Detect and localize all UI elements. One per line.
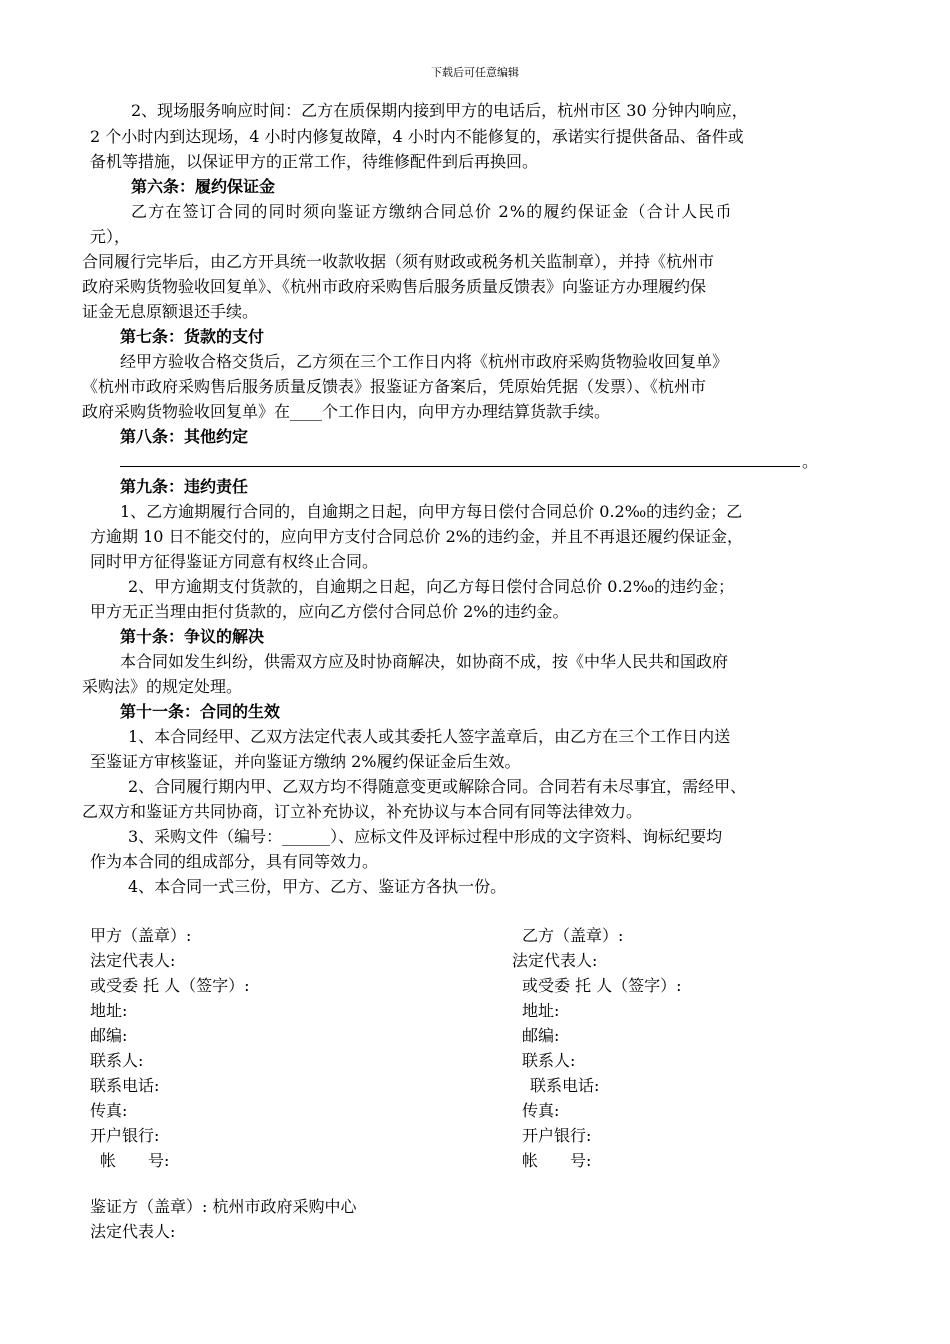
page-header: 下载后可任意编辑 <box>431 66 519 79</box>
verifier-seal: 鉴证方（盖章）: 杭州市政府采购中心 <box>90 1197 357 1216</box>
party-a-phone: 联系电话: <box>90 1076 160 1095</box>
party-a-fax: 传真: <box>90 1101 128 1120</box>
party-a-agent: 或受委 托 人（签字）: <box>90 976 250 995</box>
clause-5-item-2-line-2: 2 个小时内到达现场，4 小时内修复故障，4 小时内不能修复的，承诺实行提供备品、备件或 <box>90 127 744 146</box>
verifier-legal-rep: 法定代表人: <box>90 1222 176 1241</box>
section-9-line-2: 方逾期 10 日不能交付的，应向甲方支付合同总价 2%的违约金，并且不再退还履约保证金， <box>90 527 744 546</box>
section-11-line-1: 1、本合同经甲、乙双方法定代表人或其委托人签字盖章后，由乙方在三个工作日内送 <box>128 727 731 746</box>
blank-fill-line <box>120 466 800 467</box>
section-6-line-5: 证金无息原额退还手续。 <box>82 302 259 321</box>
section-7-line-1: 经甲方验收合格交货后，乙方须在三个工作日内将《杭州市政府采购货物验收回复单》 <box>120 352 729 371</box>
party-b-legal-rep: 法定代表人: <box>512 951 598 970</box>
section-11-line-7: 4、本合同一式三份，甲方、乙方、鉴证方各执一份。 <box>128 877 507 896</box>
party-b-contact: 联系人: <box>522 1051 576 1070</box>
section-11-line-6: 作为本合同的组成部分，具有同等效力。 <box>90 852 379 871</box>
party-a-account: 帐 号: <box>100 1151 170 1170</box>
section-6-line-2: 元）， <box>90 227 131 246</box>
section-6-line-4: 政府采购货物验收回复单》、《杭州市政府采购售后服务质量反馈表》向鉴证方办理履约保 <box>82 277 707 296</box>
section-11-line-5: 3、采购文件（编号：______）、应标文件及评标过程中形成的文字资料、询标纪要均 <box>128 827 723 846</box>
party-b-account: 帐 号: <box>522 1151 592 1170</box>
section-9-line-3: 同时甲方征得鉴证方同意有权终止合同。 <box>90 552 379 571</box>
party-a-bank: 开户银行: <box>90 1126 160 1145</box>
section-11-line-3: 2、合同履行期内甲、乙双方均不得随意变更或解除合同。合同若有未尽事宜，需经甲、 <box>128 777 747 796</box>
section-11-line-4: 乙双方和鉴证方共同协商，订立补充协议，补充协议与本合同有同等法律效力。 <box>82 802 643 821</box>
section-9-line-1: 1、乙方逾期履行合同的，自逾期之日起，向甲方每日偿付合同总价 0.2‰的违约金；乙 <box>120 502 743 521</box>
section-6-heading: 第六条：履约保证金 <box>131 177 276 196</box>
section-6-line-3: 合同履行完毕后，由乙方开具统一收款收据（须有财政或税务机关监制章），并持《杭州市 <box>82 252 715 271</box>
section-11-heading: 第十一条：合同的生效 <box>120 702 281 721</box>
party-a-contact: 联系人: <box>90 1051 144 1070</box>
section-11-line-2: 至鉴证方审核鉴证，并向鉴证方缴纳 2%履约保证金后生效。 <box>90 752 521 771</box>
party-a-postcode: 邮编: <box>90 1026 128 1045</box>
party-b-address: 地址: <box>522 1001 560 1020</box>
party-b-agent: 或受委 托 人（签字）: <box>522 976 682 995</box>
section-9-line-5: 甲方无正当理由拒付货款的，应向乙方偿付合同总价 2%的违约金。 <box>90 602 569 621</box>
section-9-line-4: 2、甲方逾期支付货款的，自逾期之日起，向乙方每日偿付合同总价 0.2‰的违约金； <box>128 577 735 596</box>
clause-5-item-2-line-1: 2、现场服务响应时间：乙方在质保期内接到甲方的电话后，杭州市区 30 分钟内响应， <box>131 101 748 120</box>
section-7-line-2: 《杭州市政府采购售后服务质量反馈表》报鉴证方备案后，凭原始凭据（发票）、《杭州市 <box>82 377 707 396</box>
party-b-fax: 传真: <box>522 1101 560 1120</box>
section-10-line-1: 本合同如发生纠纷，供需双方应及时协商解决，如协商不成，按《中华人民共和国政府 <box>120 652 729 671</box>
party-a-legal-rep: 法定代表人: <box>90 951 176 970</box>
party-a-seal: 甲方（盖章）: <box>90 926 192 945</box>
party-b-postcode: 邮编: <box>522 1026 560 1045</box>
blank-end-period: 。 <box>802 452 819 471</box>
section-10-line-2: 采购法》的规定处理。 <box>82 677 243 696</box>
section-10-heading: 第十条：争议的解决 <box>120 627 265 646</box>
party-b-phone: 联系电话: <box>530 1076 600 1095</box>
section-7-heading: 第七条：货款的支付 <box>120 327 265 346</box>
party-b-seal: 乙方（盖章）: <box>522 926 624 945</box>
party-a-address: 地址: <box>90 1001 128 1020</box>
section-9-heading: 第九条：违约责任 <box>120 477 249 496</box>
section-8-heading: 第八条：其他约定 <box>120 427 249 446</box>
party-b-bank: 开户银行: <box>522 1126 592 1145</box>
section-7-line-3: 政府采购货物验收回复单》在____个工作日内，向甲方办理结算货款手续。 <box>82 402 611 421</box>
section-6-line-1: 乙方在签订合同的同时须向鉴证方缴纳合同总价 2%的履约保证金（合计人民币 <box>131 202 733 221</box>
clause-5-item-2-line-3: 备机等措施，以保证甲方的正常工作，待维修配件到后再换回。 <box>90 152 539 171</box>
